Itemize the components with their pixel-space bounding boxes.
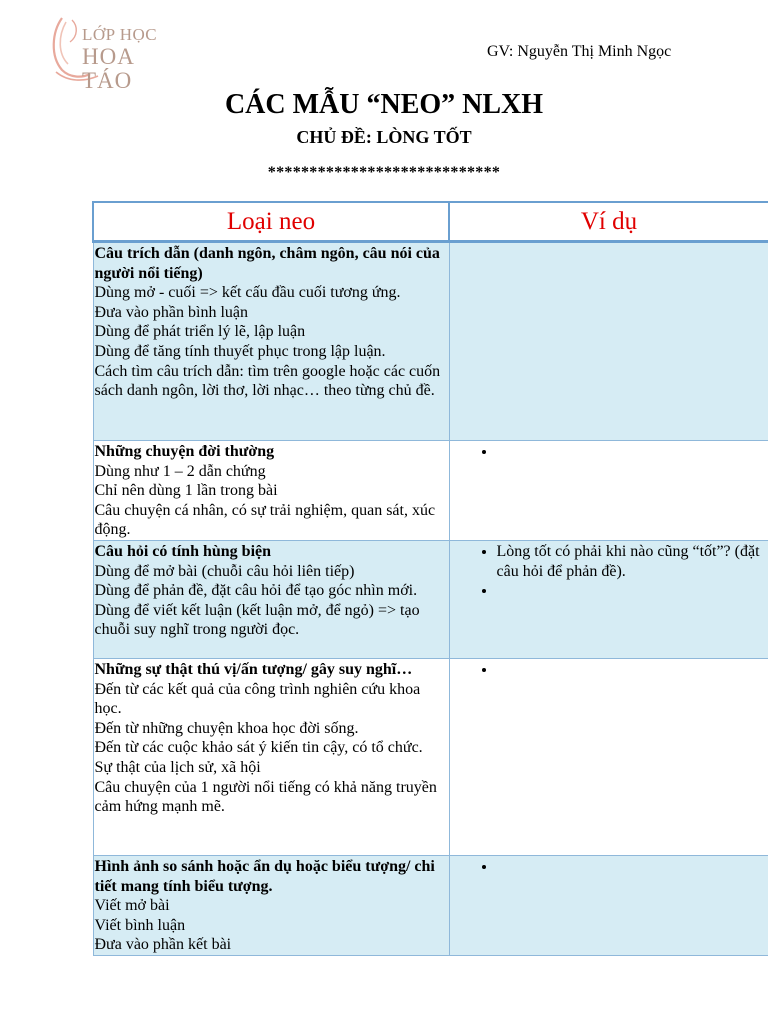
row-heading: Những chuyện đời thường — [94, 443, 275, 460]
row-line: Đến từ các kết quả của công trình nghiên cứu khoa học. — [94, 680, 421, 718]
teacher-name: GV: Nguyễn Thị Minh Ngọc — [487, 43, 672, 60]
example-cell — [449, 242, 768, 441]
row-line: Dùng để phát triển lý lẽ, lập luận — [94, 323, 306, 341]
logo — [48, 12, 168, 93]
row-line: Đến từ những chuyện khoa học đời sống. — [94, 719, 359, 737]
page-subtitle: CHỦ ĐỀ: LÒNG TỐT — [296, 127, 472, 147]
row-line: Câu chuyện cá nhân, có sự trải nghiệm, quan sát, xúc động. — [94, 501, 436, 539]
type-cell — [93, 658, 449, 855]
type-cell — [93, 242, 449, 441]
row-line: Dùng mở - cuối => kết cấu đầu cuối tương ứng. — [94, 284, 401, 302]
type-cell — [93, 441, 449, 541]
example-cell — [449, 441, 768, 541]
row-line: Đưa vào phần bình luận — [94, 303, 249, 321]
row-heading: Hình ảnh so sánh hoặc ẩn dụ hoặc biểu tượng/ chi tiết mang tính biểu tượng. — [94, 857, 435, 895]
row-line: Viết bình luận — [94, 916, 186, 934]
row-line: Cách tìm câu trích dẫn: tìm trên google hoặc các cuốn sách danh ngôn, lời thơ, lời nhạc… theo từng chủ đề. — [94, 362, 441, 400]
type-cell — [93, 855, 449, 955]
table-row — [93, 242, 768, 441]
table-row — [93, 658, 768, 855]
example-cell — [449, 855, 768, 955]
example-bullet: • Lòng tốt có phải khi nào cũng “tốt”? (đặt câu hỏi để phản đề). — [497, 542, 768, 581]
page-title: CÁC MẪU “NEO” NLXH — [224, 89, 544, 120]
example-cell — [449, 658, 768, 855]
header-type: Loại neo — [93, 202, 449, 242]
logo-text-bottom: HOA TÁO — [82, 44, 134, 93]
row-line: Dùng để mở bài (chuỗi câu hỏi liên tiếp) — [94, 562, 355, 580]
row-line: Dùng để phản đề, đặt câu hỏi để tạo góc nhìn mới. — [94, 582, 418, 600]
logo-text-top: LỚP HỌC — [82, 25, 158, 44]
table-row — [93, 540, 768, 658]
row-line: Chỉ nên dùng 1 lần trong bài — [94, 482, 278, 500]
example-bullet — [497, 442, 768, 462]
anchor-table — [92, 201, 768, 956]
row-line: Sự thật của lịch sử, xã hội — [94, 758, 261, 776]
row-line: Câu chuyện của 1 người nổi tiếng có khả năng truyền cảm hứng mạnh mẽ. — [94, 778, 437, 816]
row-line: Viết mở bài — [94, 897, 170, 915]
separator-stars: **************************** — [267, 164, 501, 181]
example-cell — [449, 540, 768, 658]
row-line: Dùng như 1 – 2 dẫn chứng — [94, 462, 266, 480]
example-bullet — [497, 581, 768, 601]
row-heading: Câu trích dẫn (danh ngôn, châm ngôn, câu nói của người nổi tiếng) — [94, 245, 440, 282]
row-line: Đến từ các cuộc khảo sát ý kiến tin cậy, có tổ chức. — [94, 739, 423, 757]
row-line: Đưa vào phần kết bài — [94, 936, 232, 954]
table-row — [93, 855, 768, 955]
row-heading: Câu hỏi có tính hùng biện — [94, 542, 272, 560]
header-example: Ví dụ — [449, 202, 768, 242]
type-cell — [93, 540, 449, 658]
example-bullet — [497, 857, 768, 877]
row-heading: Những sự thật thú vị/ấn tượng/ gây suy nghĩ… — [94, 660, 413, 678]
table-row — [93, 441, 768, 541]
row-line: Dùng để viết kết luận (kết luận mở, để ngỏ) => tạo chuỗi suy nghĩ trong người đọc. — [94, 601, 420, 639]
row-line: Dùng để tăng tính thuyết phục trong lập luận. — [94, 342, 386, 360]
example-bullet — [497, 660, 768, 680]
